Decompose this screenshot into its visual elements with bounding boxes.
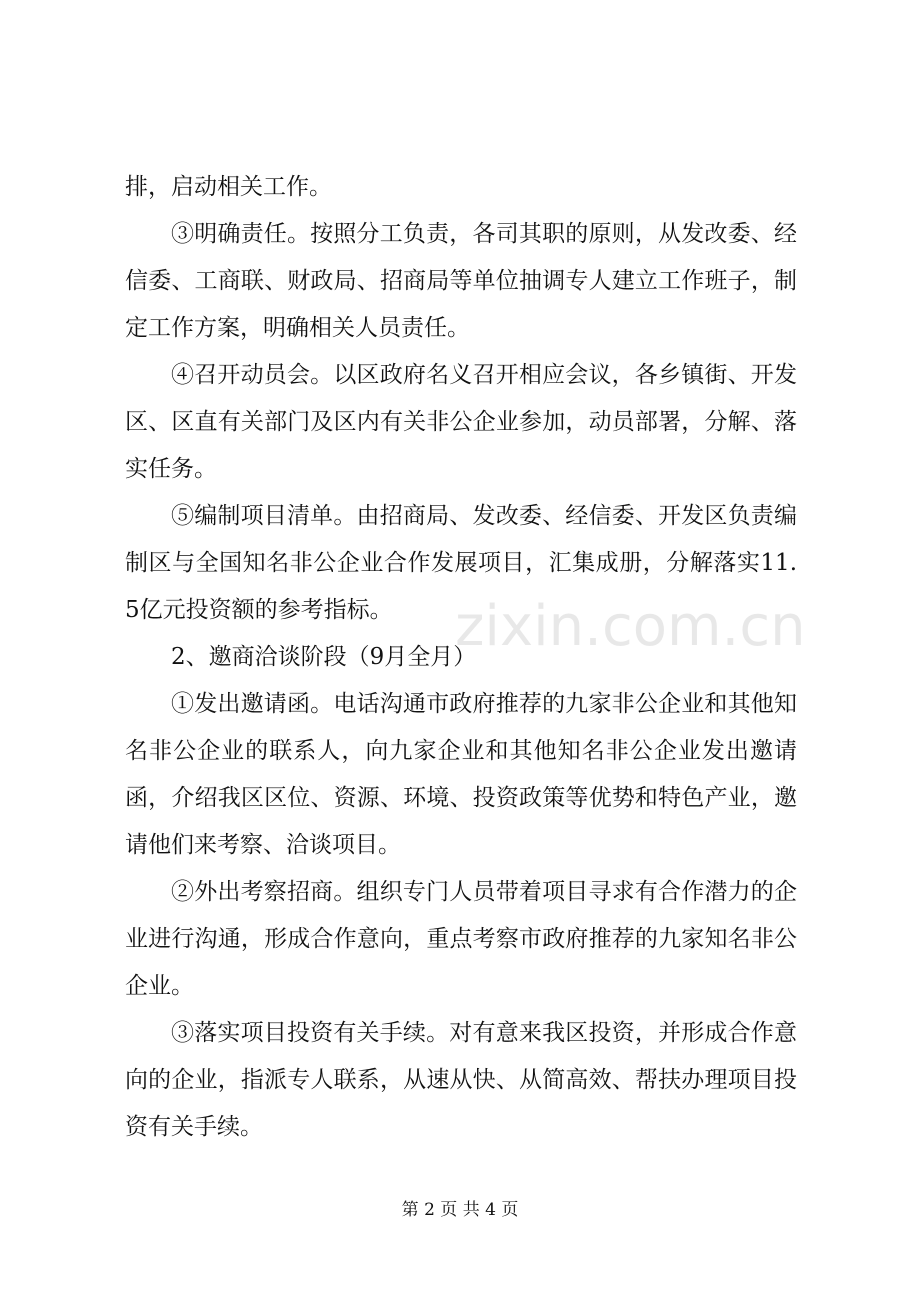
paragraph-4: ⑤编制项目清单。由招商局、发改委、经信委、开发区负责编制区与全国知名非公企业合作发展项目，汇集成册，分解落实11.5亿元投资额的参考指标。 [125, 503, 797, 623]
watermark: zixin.com.cn [455, 594, 806, 659]
paragraph-5: 2、邀商洽谈阶段（9月全月） [171, 644, 477, 670]
paragraph-7: ②外出考察招商。组织专门人员带着项目寻求有合作潜力的企业进行沟通，形成合作意向，重点考察市政府推荐的九家知名非公企业。 [125, 879, 797, 999]
page-footer: 第 2 页 共 4 页 [401, 1200, 519, 1220]
paragraph-1: 排，启动相关工作。 [125, 174, 332, 200]
paragraph-2: ③明确责任。按照分工负责，各司其职的原则，从发改委、经信委、工商联、财政局、招商局等单位抽调专人建立工作班子，制定工作方案，明确相关人员责任。 [125, 221, 797, 341]
paragraph-6: ①发出邀请函。电话沟通市政府推荐的九家非公企业和其他知名非公企业的联系人，向九家企业和其他知名非公企业发出邀请函，介绍我区区位、资源、环境、投资政策等优势和特色产业，邀请他们来考察、洽谈项目。 [125, 691, 797, 858]
document-body [125, 164, 797, 1151]
paragraph-3: ④召开动员会。以区政府名义召开相应会议，各乡镇街、开发区、区直有关部门及区内有关非公企业参加，动员部署，分解、落实任务。 [125, 362, 797, 482]
paragraph-8: ③落实项目投资有关手续。对有意来我区投资，并形成合作意向的企业，指派专人联系，从速从快、从简高效、帮扶办理项目投资有关手续。 [125, 1020, 797, 1140]
